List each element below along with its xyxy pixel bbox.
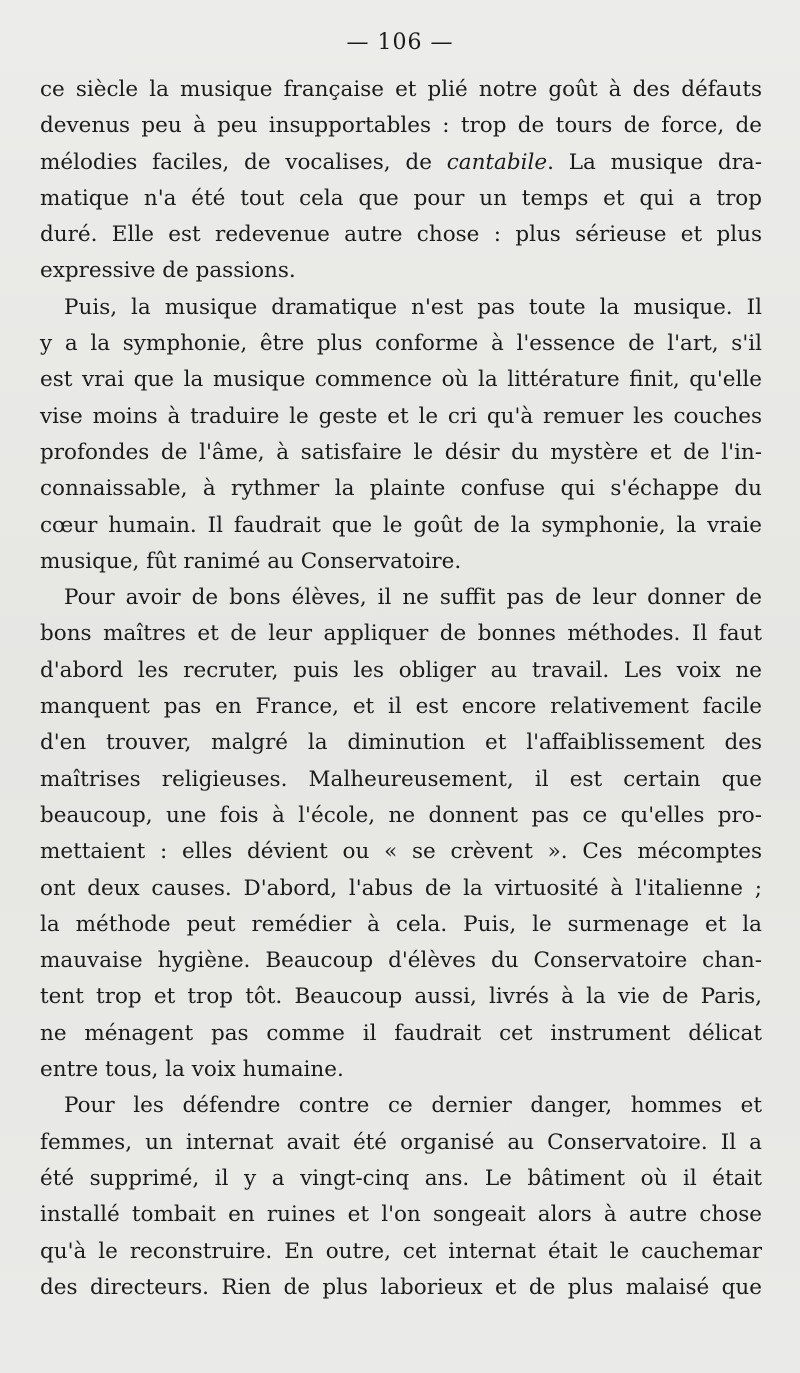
text-line: installé tombait en ruines et l'on songeait alors à autre chose	[40, 1202, 762, 1228]
text-line: d'abord les recruter, puis les obliger au travail. Les voix ne	[40, 657, 762, 683]
text-line: expressive de passions.	[40, 258, 296, 284]
text-line: y a la symphonie, être plus conforme à l'essence de l'art, s'il	[40, 331, 762, 357]
text-line: d'en trouver, malgré la diminution et l'affaiblissement des	[40, 730, 762, 756]
text-line: entre tous, la voix humaine.	[40, 1057, 344, 1083]
text-line: Pour les défendre contre ce dernier danger, hommes et	[64, 1093, 762, 1119]
text-line: des directeurs. Rien de plus laborieux et de plus malaisé que	[40, 1274, 762, 1300]
text-line: bons maîtres et de leur appliquer de bonnes méthodes. Il faut	[40, 621, 762, 647]
text-line: ont deux causes. D'abord, l'abus de la virtuosité à l'italienne ;	[40, 875, 762, 901]
text-line: est vrai que la musique commence où la littérature finit, qu'elle	[40, 367, 762, 393]
text-line: mélodies faciles, de vocalises, de cantabile. La musique dra-	[40, 149, 762, 175]
text-line: matique n'a été tout cela que pour un temps et qui a trop	[40, 185, 762, 211]
text-line: femmes, un internat avait été organisé au Conservatoire. Il a	[40, 1129, 762, 1155]
text-line: beaucoup, une fois à l'école, ne donnent pas ce qu'elles pro-	[40, 802, 762, 828]
text-line: mettaient : elles dévient ou « se crèvent ». Ces mécomptes	[40, 839, 762, 865]
text-line: mauvaise hygiène. Beaucoup d'élèves du Conservatoire chan-	[40, 948, 762, 974]
page-number: — 106 —	[346, 30, 454, 55]
text-line: vise moins à traduire le geste et le cri qu'à remuer les couches	[40, 403, 762, 429]
text-line: tent trop et trop tôt. Beaucoup aussi, livrés à la vie de Paris,	[40, 984, 762, 1010]
text-line: la méthode peut remédier à cela. Puis, le surmenage et la	[40, 911, 762, 937]
text-line: qu'à le reconstruire. En outre, cet internat était le cauchemar	[40, 1238, 762, 1264]
text-line: ce siècle la musique française et plié notre goût à des défauts	[40, 77, 762, 102]
text-line: devenus peu à peu insupportables : trop de tours de force, de	[40, 113, 762, 139]
text-line: musique, fût ranimé au Conservatoire.	[40, 548, 462, 574]
text-line: été supprimé, il y a vingt-cinq ans. Le bâtiment où il était	[40, 1165, 762, 1191]
text-line: Puis, la musique dramatique n'est pas toute la musique. Il	[64, 294, 762, 320]
text-line: cœur humain. Il faudrait que le goût de la symphonie, la vraie	[40, 512, 762, 538]
text-line: connaissable, à rythmer la plainte confuse qui s'échappe du	[40, 476, 762, 502]
text-line: Pour avoir de bons élèves, il ne suffit pas de leur donner de	[64, 585, 762, 611]
body-text	[40, 72, 762, 1306]
text-line: manquent pas en France, et il est encore relativement facile	[40, 694, 762, 720]
text-line: duré. Elle est redevenue autre chose : plus sérieuse et plus	[40, 222, 762, 248]
text-line: profondes de l'âme, à satisfaire le désir du mystère et de l'in-	[40, 439, 762, 465]
text-line: ne ménagent pas comme il faudrait cet instrument délicat	[40, 1020, 762, 1046]
text-line: maîtrises religieuses. Malheureusement, il est certain que	[40, 766, 762, 792]
